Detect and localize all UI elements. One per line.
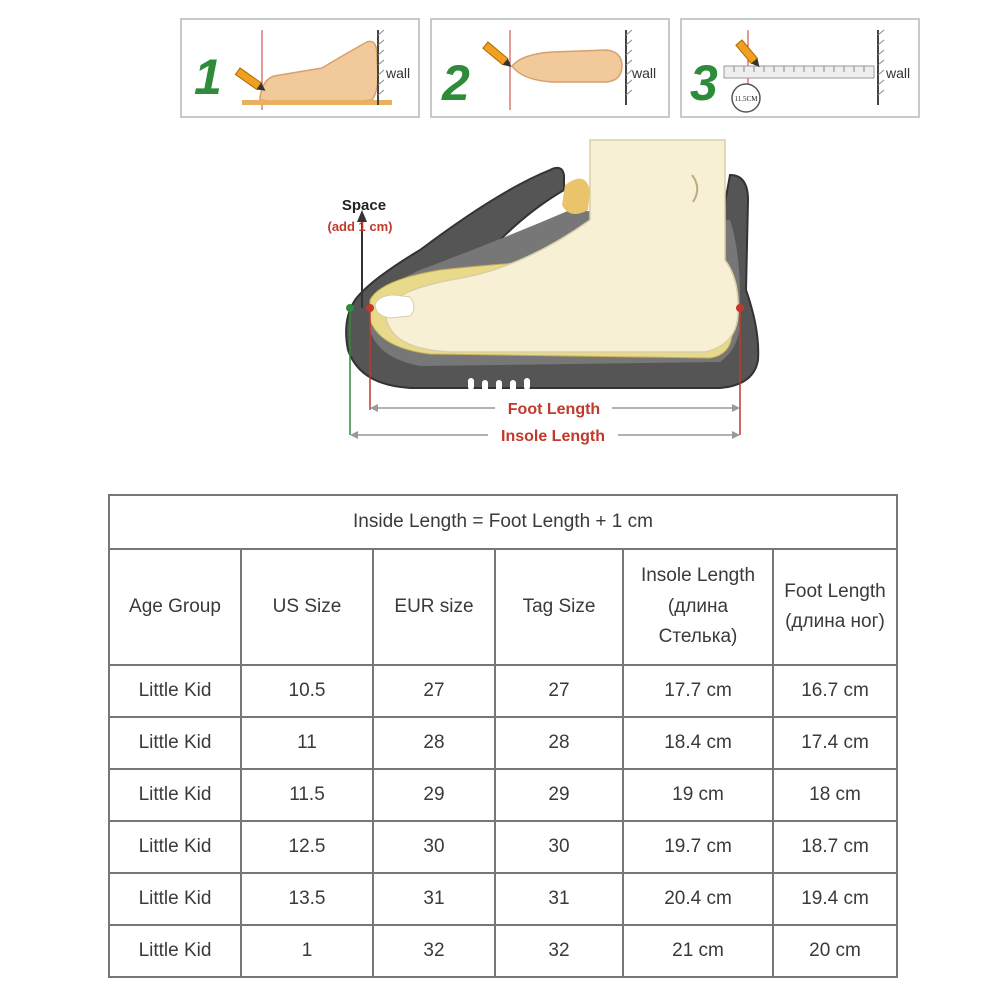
table-caption: Inside Length = Foot Length + 1 cm <box>109 495 897 549</box>
space-note: (add 1 cm) <box>327 219 393 234</box>
cell-age-group: Little Kid <box>109 873 241 925</box>
cell-age-group: Little Kid <box>109 717 241 769</box>
step-1-panel <box>180 18 420 118</box>
header-foot-length: Foot Length (длина ног) <box>773 549 897 665</box>
cell-us-size: 13.5 <box>241 873 373 925</box>
cell-insole-length: 18.4 cm <box>623 717 773 769</box>
foot-side-icon <box>260 41 378 103</box>
table-row <box>109 769 897 821</box>
step-2-illustration <box>432 20 668 116</box>
pencil-icon <box>736 40 763 70</box>
cell-tag-size: 28 <box>495 717 623 769</box>
step-3-illustration <box>682 20 920 116</box>
header-tag-size: Tag Size <box>495 549 623 665</box>
pencil-icon <box>483 42 514 70</box>
cell-insole-length: 20.4 cm <box>623 873 773 925</box>
step-3-number: 3 <box>690 55 718 111</box>
cell-foot-length: 18.7 cm <box>773 821 897 873</box>
cell-eur-size: 32 <box>373 925 495 977</box>
cell-age-group: Little Kid <box>109 665 241 717</box>
cell-tag-size: 30 <box>495 821 623 873</box>
cell-tag-size: 32 <box>495 925 623 977</box>
table-header-row <box>109 549 897 665</box>
cell-us-size: 11.5 <box>241 769 373 821</box>
cell-foot-length: 18 cm <box>773 769 897 821</box>
measurement-badge-text: 11.5CM <box>734 95 758 103</box>
cell-eur-size: 30 <box>373 821 495 873</box>
cell-eur-size: 29 <box>373 769 495 821</box>
big-toe <box>375 295 414 318</box>
pencil-icon <box>235 68 267 94</box>
cell-eur-size: 27 <box>373 665 495 717</box>
step-1-wall-label: wall <box>386 65 411 81</box>
step-2-panel <box>430 18 670 118</box>
cell-tag-size: 31 <box>495 873 623 925</box>
table-row <box>109 821 897 873</box>
table-row <box>109 925 897 977</box>
step-1-number: 1 <box>194 49 222 105</box>
cell-us-size: 1 <box>241 925 373 977</box>
cell-us-size: 12.5 <box>241 821 373 873</box>
measurement-steps <box>180 18 922 122</box>
cell-age-group: Little Kid <box>109 821 241 873</box>
foot-top-icon <box>512 50 622 82</box>
step-2-number: 2 <box>442 55 470 111</box>
shoe-tongue <box>562 179 590 214</box>
cell-insole-length: 19 cm <box>623 769 773 821</box>
space-label: Space <box>341 197 387 214</box>
table-caption-row <box>109 495 897 549</box>
shoe-fit-diagram <box>300 130 780 460</box>
cell-insole-length: 19.7 cm <box>623 821 773 873</box>
cell-tag-size: 29 <box>495 769 623 821</box>
header-eur-size: EUR size <box>373 549 495 665</box>
cell-foot-length: 17.4 cm <box>773 717 897 769</box>
step-2-wall-label: wall <box>632 65 657 81</box>
cell-age-group: Little Kid <box>109 925 241 977</box>
step-1-illustration <box>182 20 418 116</box>
header-us-size: US Size <box>241 549 373 665</box>
ruler-icon <box>724 66 874 78</box>
header-age-group: Age Group <box>109 549 241 665</box>
table-row <box>109 717 897 769</box>
table-row <box>109 873 897 925</box>
header-insole-length: Insole Length (длина Стелька) <box>623 549 773 665</box>
cell-insole-length: 21 cm <box>623 925 773 977</box>
step-3-wall-label: wall <box>886 65 911 81</box>
size-chart-table <box>108 494 898 978</box>
table-row <box>109 665 897 717</box>
cell-eur-size: 28 <box>373 717 495 769</box>
step-3-panel <box>680 18 920 118</box>
cell-insole-length: 17.7 cm <box>623 665 773 717</box>
cell-foot-length: 19.4 cm <box>773 873 897 925</box>
foot-length-label: Foot Length <box>507 401 601 418</box>
cell-us-size: 11 <box>241 717 373 769</box>
cell-foot-length: 16.7 cm <box>773 665 897 717</box>
floor-paper <box>242 100 392 105</box>
cell-foot-length: 20 cm <box>773 925 897 977</box>
insole-length-label: Insole Length <box>501 428 605 445</box>
cell-eur-size: 31 <box>373 873 495 925</box>
cell-age-group: Little Kid <box>109 769 241 821</box>
cell-us-size: 10.5 <box>241 665 373 717</box>
cell-tag-size: 27 <box>495 665 623 717</box>
